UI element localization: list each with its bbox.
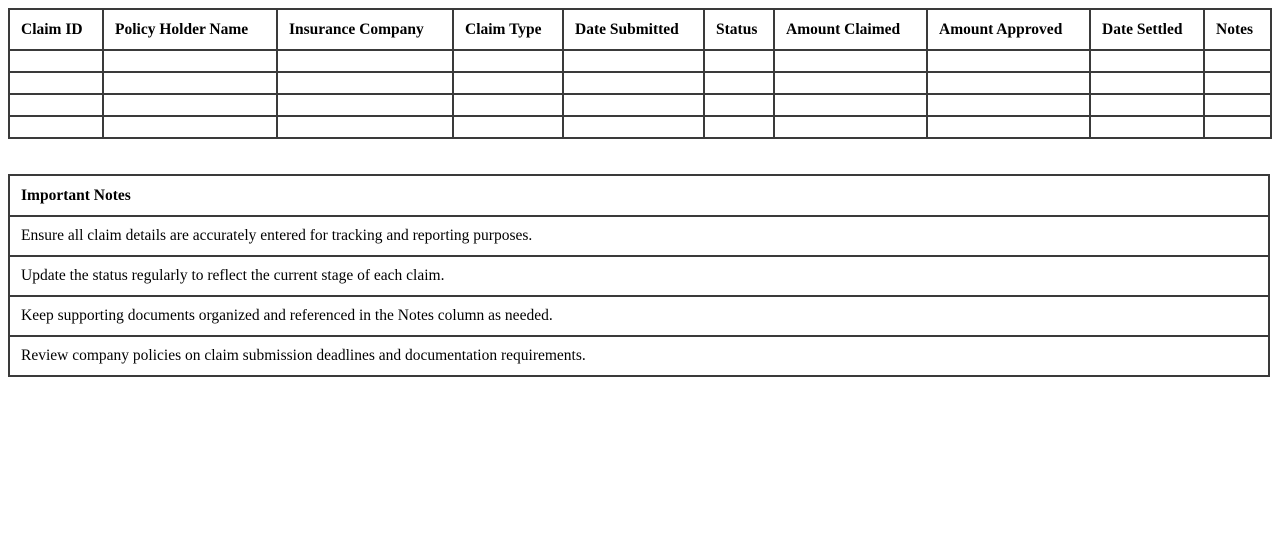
header-amount-claimed: Amount Claimed bbox=[774, 9, 927, 50]
table-cell[interactable] bbox=[9, 72, 103, 94]
table-cell[interactable] bbox=[1090, 72, 1204, 94]
table-cell[interactable] bbox=[9, 116, 103, 138]
note-item: Keep supporting documents organized and referenced in the Notes column as needed. bbox=[9, 296, 1269, 336]
claims-table bbox=[8, 8, 1272, 139]
note-item: Update the status regularly to reflect the current stage of each claim. bbox=[9, 256, 1269, 296]
header-date-submitted: Date Submitted bbox=[563, 9, 704, 50]
table-cell[interactable] bbox=[453, 116, 563, 138]
table-row bbox=[9, 116, 1271, 138]
table-cell[interactable] bbox=[704, 50, 774, 72]
header-amount-approved: Amount Approved bbox=[927, 9, 1090, 50]
table-cell[interactable] bbox=[1090, 116, 1204, 138]
table-cell[interactable] bbox=[453, 94, 563, 116]
table-cell[interactable] bbox=[453, 50, 563, 72]
table-cell[interactable] bbox=[704, 116, 774, 138]
notes-title: Important Notes bbox=[9, 175, 1269, 216]
header-status: Status bbox=[704, 9, 774, 50]
table-row bbox=[9, 72, 1271, 94]
table-cell[interactable] bbox=[9, 94, 103, 116]
header-policy-holder-name: Policy Holder Name bbox=[103, 9, 277, 50]
note-item: Ensure all claim details are accurately entered for tracking and reporting purposes. bbox=[9, 216, 1269, 256]
note-row bbox=[9, 296, 1269, 336]
table-cell[interactable] bbox=[704, 94, 774, 116]
table-cell[interactable] bbox=[1204, 94, 1271, 116]
table-cell[interactable] bbox=[1204, 116, 1271, 138]
table-cell[interactable] bbox=[774, 116, 927, 138]
table-cell[interactable] bbox=[277, 94, 453, 116]
table-cell[interactable] bbox=[103, 116, 277, 138]
table-cell[interactable] bbox=[563, 50, 704, 72]
important-notes-table bbox=[8, 174, 1270, 377]
table-cell[interactable] bbox=[1090, 50, 1204, 72]
table-cell[interactable] bbox=[1090, 94, 1204, 116]
table-cell[interactable] bbox=[774, 50, 927, 72]
table-cell[interactable] bbox=[103, 72, 277, 94]
table-cell[interactable] bbox=[927, 94, 1090, 116]
table-cell[interactable] bbox=[927, 50, 1090, 72]
table-cell[interactable] bbox=[9, 50, 103, 72]
header-claim-id: Claim ID bbox=[9, 9, 103, 50]
table-cell[interactable] bbox=[453, 72, 563, 94]
table-cell[interactable] bbox=[103, 50, 277, 72]
note-row bbox=[9, 216, 1269, 256]
note-row bbox=[9, 336, 1269, 376]
table-cell[interactable] bbox=[277, 50, 453, 72]
table-cell[interactable] bbox=[277, 116, 453, 138]
table-cell[interactable] bbox=[704, 72, 774, 94]
table-row bbox=[9, 94, 1271, 116]
header-date-settled: Date Settled bbox=[1090, 9, 1204, 50]
table-cell[interactable] bbox=[1204, 72, 1271, 94]
table-row bbox=[9, 50, 1271, 72]
header-notes: Notes bbox=[1204, 9, 1271, 50]
header-claim-type: Claim Type bbox=[453, 9, 563, 50]
table-cell[interactable] bbox=[103, 94, 277, 116]
notes-header-row bbox=[9, 175, 1269, 216]
table-cell[interactable] bbox=[774, 72, 927, 94]
table-cell[interactable] bbox=[563, 72, 704, 94]
table-cell[interactable] bbox=[563, 116, 704, 138]
note-item: Review company policies on claim submission deadlines and documentation requirements. bbox=[9, 336, 1269, 376]
table-cell[interactable] bbox=[927, 72, 1090, 94]
claims-header-row bbox=[9, 9, 1271, 50]
note-row bbox=[9, 256, 1269, 296]
table-cell[interactable] bbox=[277, 72, 453, 94]
table-cell[interactable] bbox=[774, 94, 927, 116]
table-cell[interactable] bbox=[563, 94, 704, 116]
header-insurance-company: Insurance Company bbox=[277, 9, 453, 50]
table-cell[interactable] bbox=[927, 116, 1090, 138]
table-cell[interactable] bbox=[1204, 50, 1271, 72]
